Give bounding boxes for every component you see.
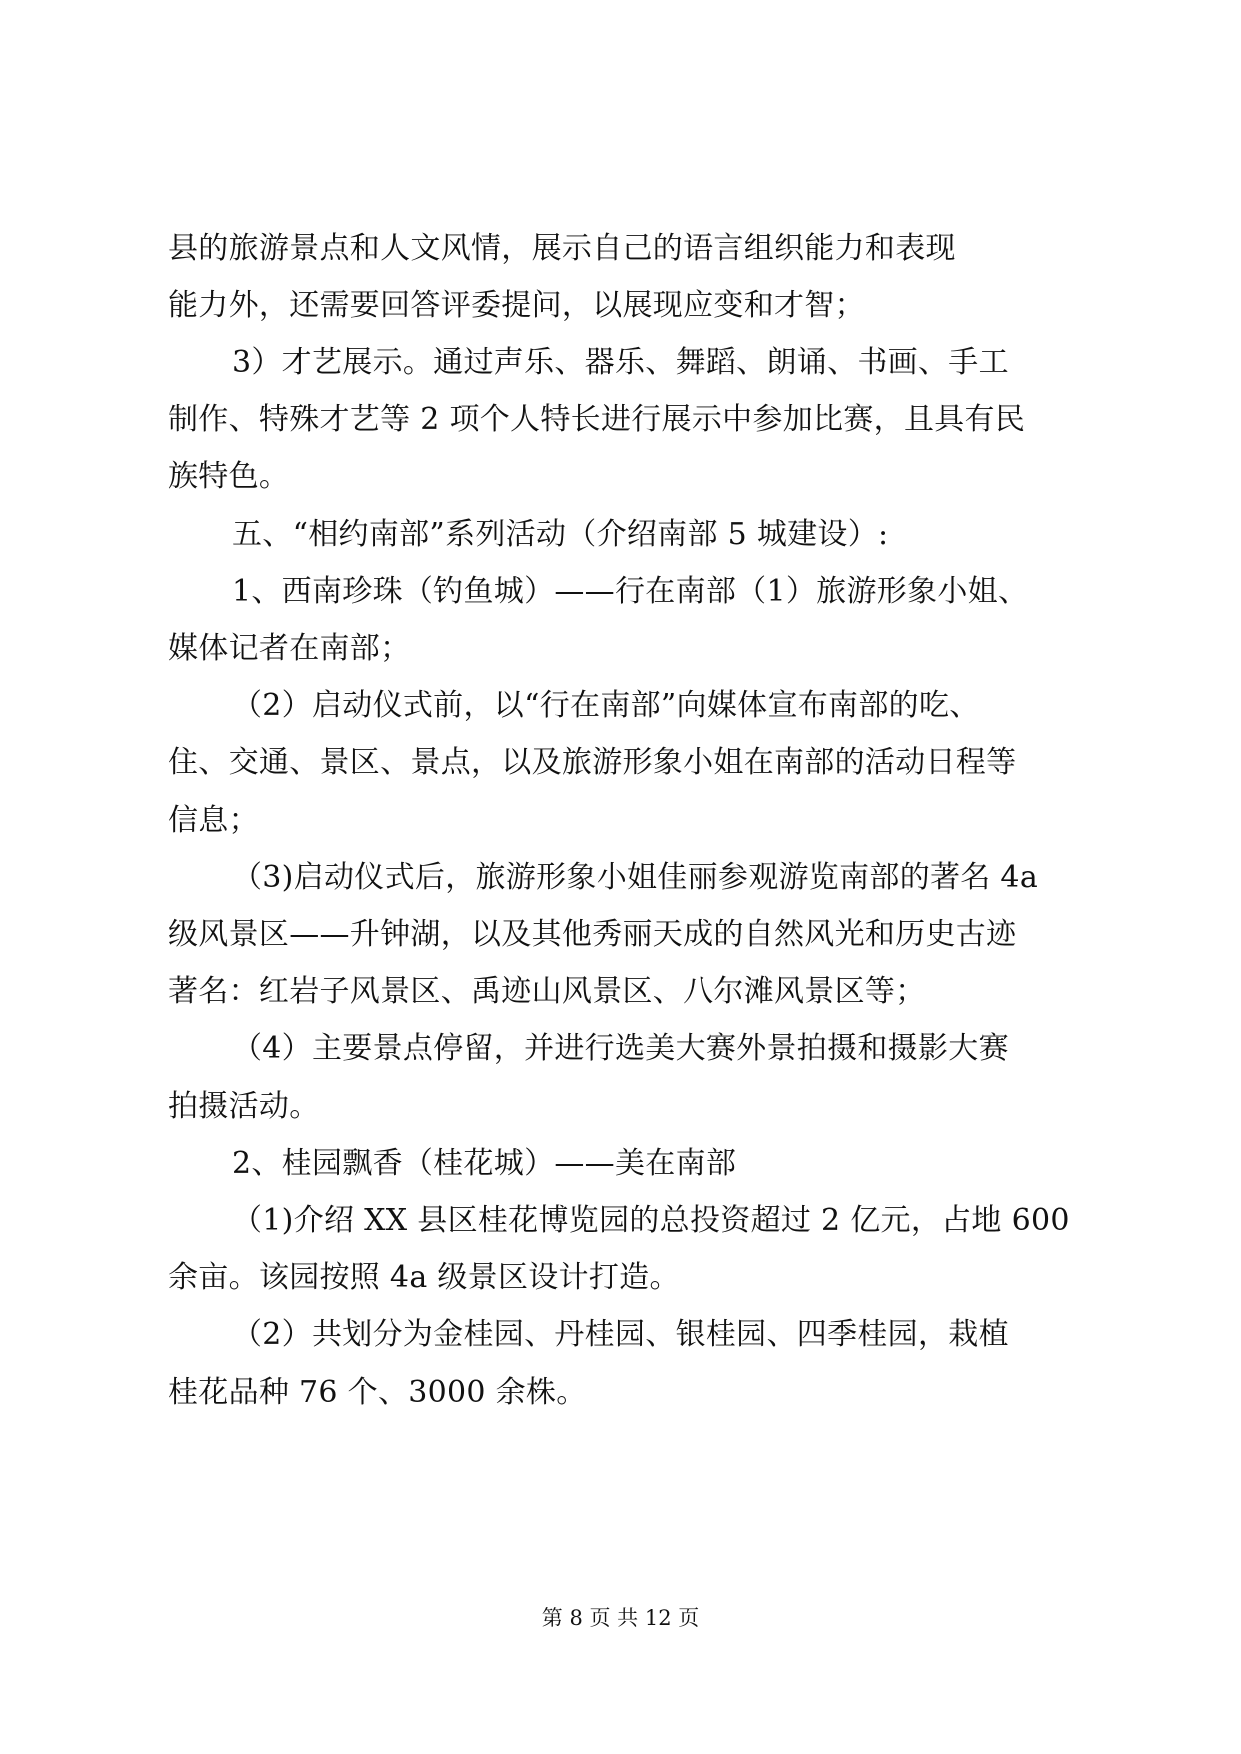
text-line: 县的旅游景点和人文风情，展示自己的语言组织能力和表现 <box>168 231 956 266</box>
text-line: 著名：红岩子风景区、禹迹山风景区、八尔滩风景区等； <box>168 974 926 1009</box>
page-number-footer: 第 8 页 共 12 页 <box>541 1606 700 1630</box>
text-line: （3)启动仪式后，旅游形象小姐佳丽参观游览南部的著名 4a <box>232 860 1038 895</box>
text-line: 能力外，还需要回答评委提问，以展现应变和才智； <box>168 288 865 323</box>
text-line: 制作、特殊才艺等 2 项个人特长进行展示中参加比赛，且具有民 <box>168 402 1026 437</box>
text-line: 媒体记者在南部； <box>168 631 411 666</box>
text-line: 余亩。该园按照 4a 级景区设计打造。 <box>168 1260 680 1295</box>
text-line: 2、桂园飘香（桂花城）——美在南部 <box>232 1146 737 1181</box>
text-line: （2）共划分为金桂园、丹桂园、银桂园、四季桂园，栽植 <box>232 1317 1009 1352</box>
text-line: 桂花品种 76 个、3000 余株。 <box>168 1375 587 1410</box>
text-line: 拍摄活动。 <box>168 1089 320 1124</box>
text-line: 住、交通、景区、景点，以及旅游形象小姐在南部的活动日程等 <box>168 745 1017 780</box>
text-line: 级风景区——升钟湖，以及其他秀丽天成的自然风光和历史古迹 <box>168 917 1017 952</box>
text-line: 族特色。 <box>168 459 290 494</box>
text-line: （4）主要景点停留，并进行选美大赛外景拍摄和摄影大赛 <box>232 1031 1009 1066</box>
text-line: （1)介绍 XX 县区桂花博览园的总投资超过 2 亿元，占地 600 <box>232 1203 1070 1238</box>
text-line: 信息； <box>168 803 259 838</box>
text-line: （2）启动仪式前，以“行在南部”向媒体宣布南部的吃、 <box>232 688 980 723</box>
section-heading: 五、“相约南部”系列活动（介绍南部 5 城建设）: <box>232 517 889 552</box>
text-line: 3）才艺展示。通过声乐、器乐、舞蹈、朗诵、书画、手工 <box>232 345 1009 380</box>
text-line: 1、西南珍珠（钓鱼城）——行在南部（1）旅游形象小姐、 <box>232 574 1029 609</box>
